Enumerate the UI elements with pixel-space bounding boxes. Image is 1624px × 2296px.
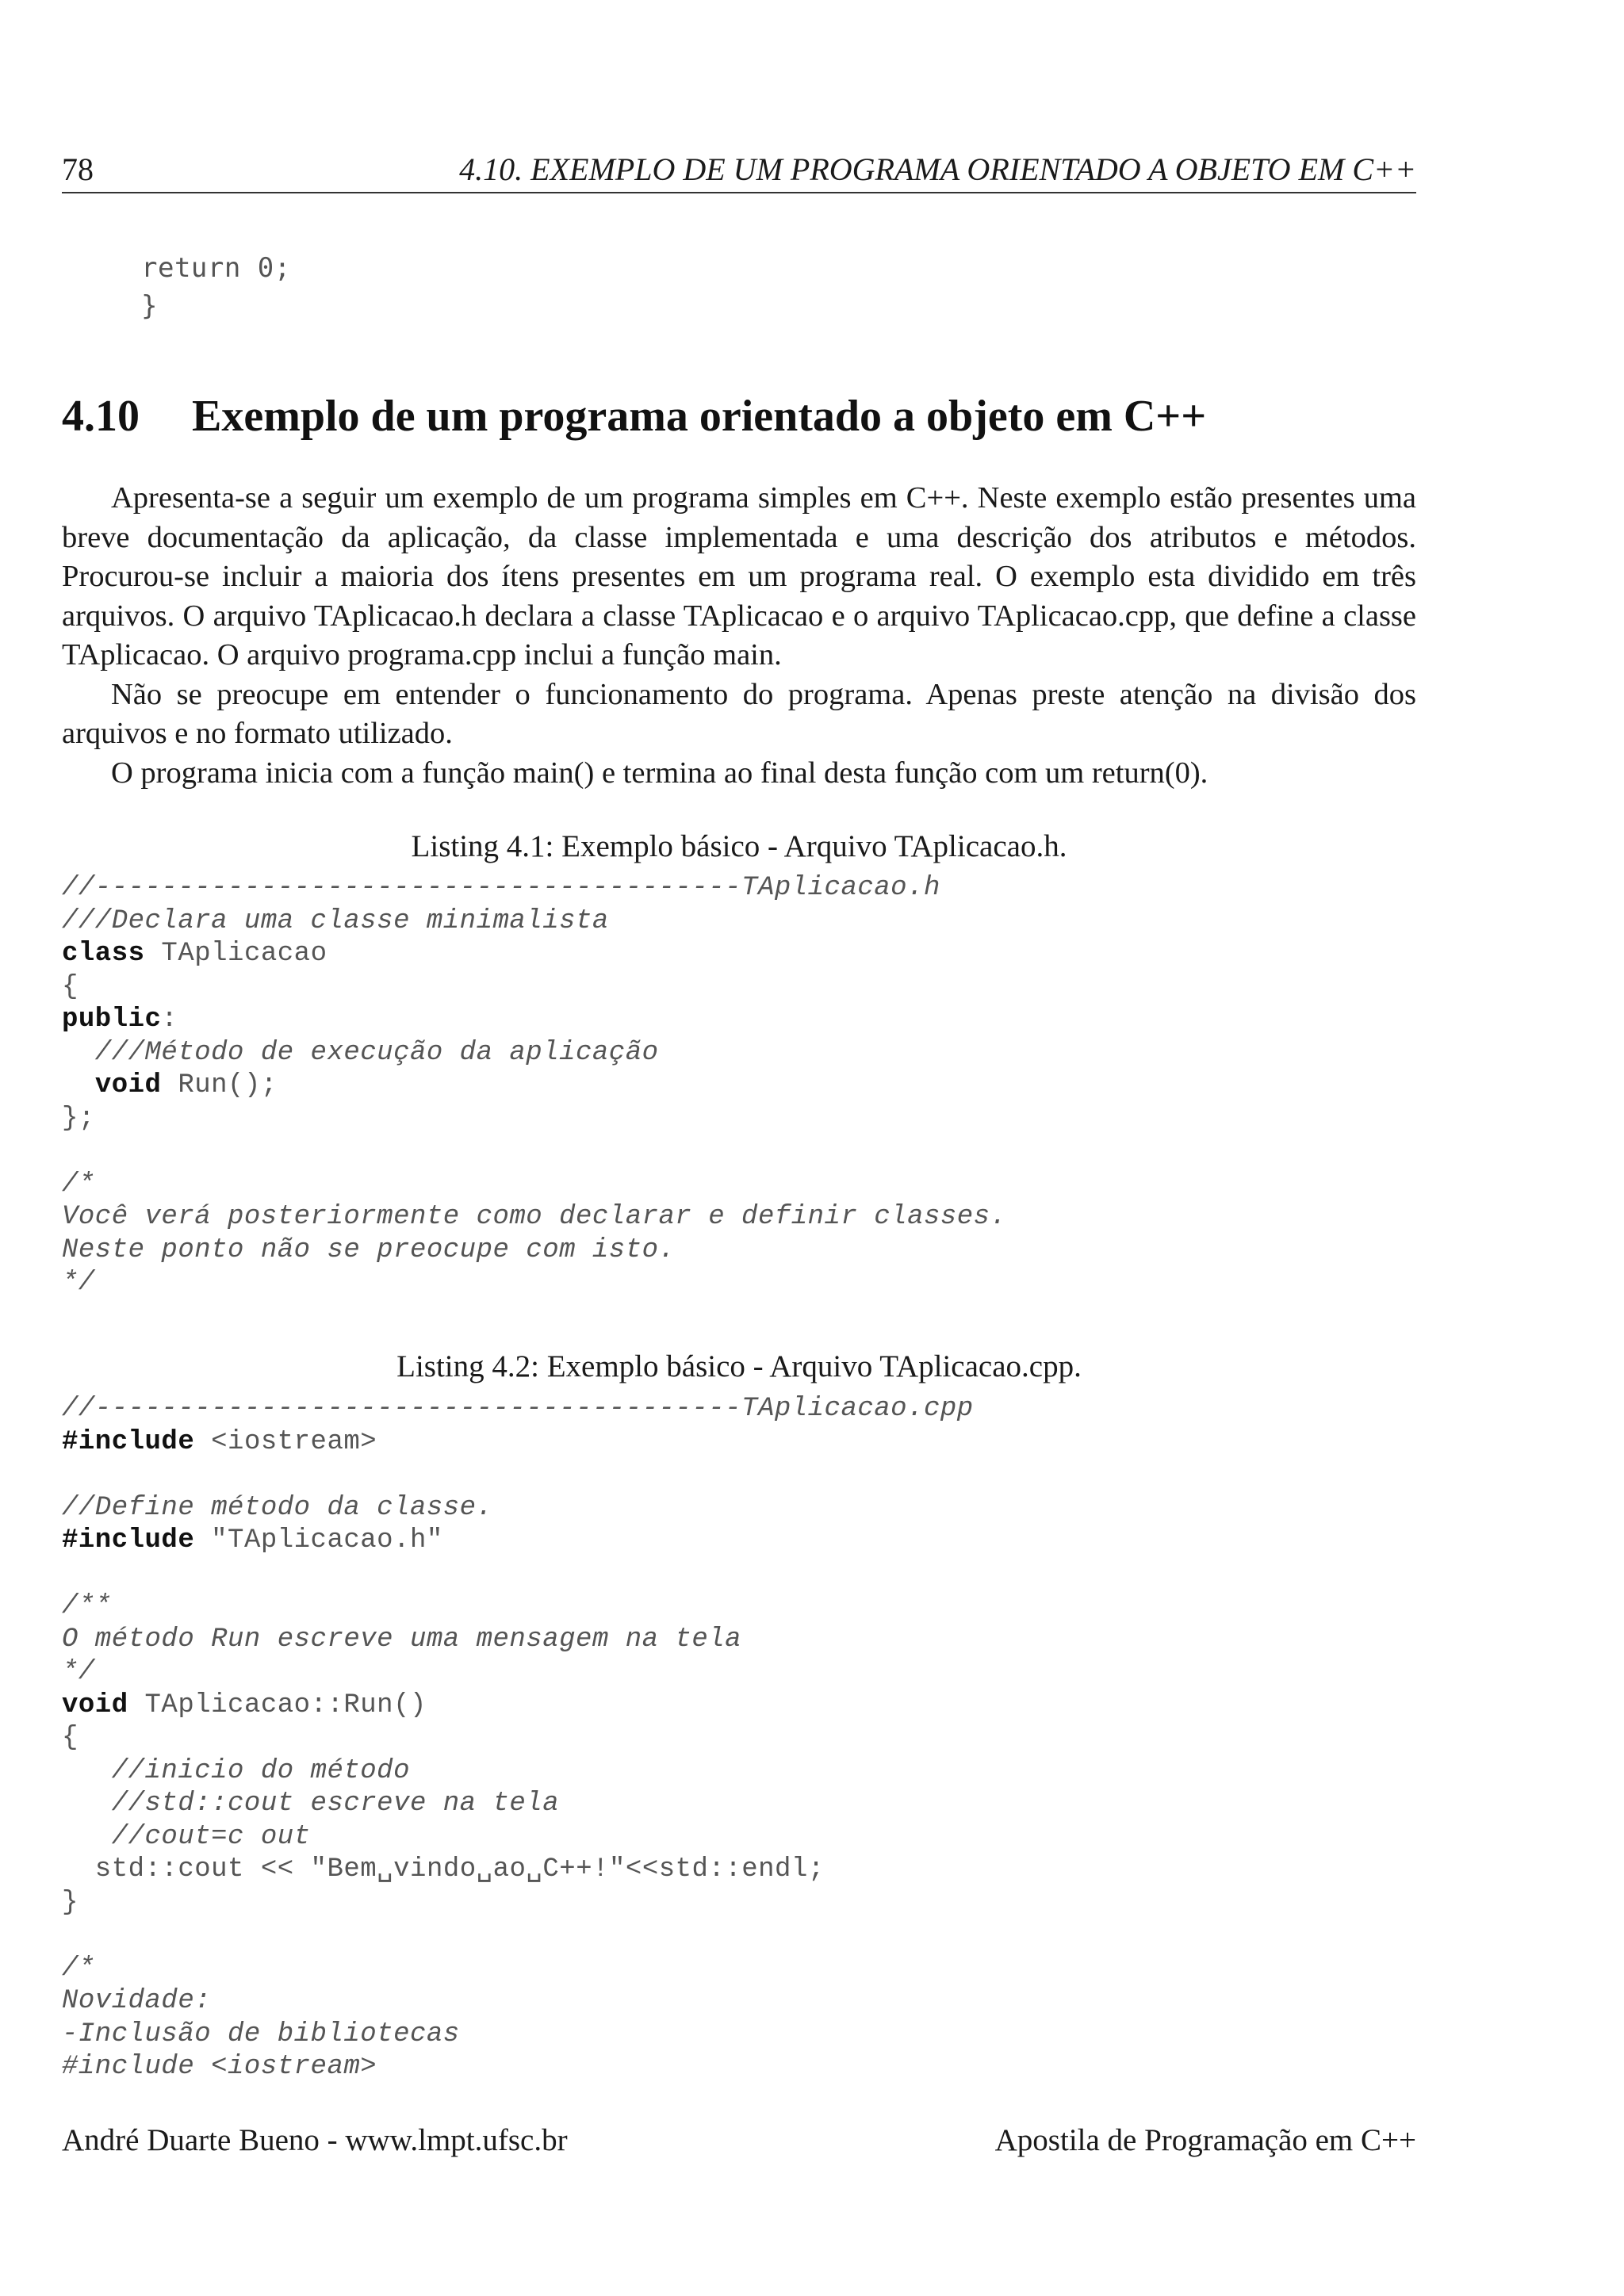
code-line: //Define método da classe.: [62, 1492, 493, 1523]
code-line: Neste ponto não se preocupe com isto.: [62, 1234, 676, 1265]
code-line: Novidade:: [62, 1986, 212, 2016]
code-line: */: [62, 1657, 95, 1687]
code-line: };: [62, 1103, 95, 1134]
code-line: #include <iostream>: [62, 2052, 377, 2082]
code-line: {: [62, 1723, 79, 1753]
code-line: [62, 1525, 1416, 1558]
paragraph: Não se preocupe em entender o funcionamento do programa. Apenas preste atenção na divisão dos arquivos e no formato utilizado.: [62, 677, 1416, 750]
section-number: 4.10: [62, 392, 140, 441]
code-token: TAplicacao: [144, 939, 327, 969]
code-line: [62, 1558, 1416, 1591]
code-keyword: void: [62, 1689, 128, 1720]
footer-book-title: Apostila de Programação em C++: [994, 2123, 1416, 2157]
page-number: 78: [62, 151, 94, 187]
code-line: /**: [62, 1591, 112, 1621]
code-line: [62, 1135, 1416, 1169]
code-line: [62, 1919, 1416, 1953]
body-text: [62, 479, 1416, 793]
code-line: /*: [62, 1169, 95, 1200]
code-line: //---------------------------------------TAplicacao.h: [62, 873, 940, 903]
code-listing-1: [62, 872, 1416, 1300]
code-token: "TAplicacao.h": [194, 1525, 443, 1556]
paragraph: O programa inicia com a função main() e termina ao final desta função com um return(0).: [111, 756, 1208, 790]
footer-author: André Duarte Bueno - www.lmpt.ufsc.br: [62, 2123, 568, 2157]
code-line: {: [62, 971, 79, 1002]
paragraph: Apresenta-se a seguir um exemplo de um programa simples em C++. Neste exemplo estão presentes uma breve documentação da aplicação, da classe implementada e uma descrição dos atributos e métodos. Procurou-se incluir a maioria dos ítens presentes em um programa real. O exemplo esta dividido em três arquivos. O arquivo TAplicacao.h declara a classe TAplicacao e o arquivo TAplicacao.cpp, que define a classe TAplicacao. O arquivo programa.cpp inclui a função main.: [62, 481, 1416, 672]
code-line: ///Declara uma classe minimalista: [62, 905, 609, 936]
code-line: Você verá posteriormente como declarar e definir classes.: [62, 1202, 1007, 1232]
code-keyword: void: [94, 1070, 162, 1100]
listing-caption-1: Listing 4.1: Exemplo básico - Arquivo TAplicacao.h.: [411, 829, 1067, 863]
code-line: [62, 1689, 1416, 1723]
listing-caption-2: Listing 4.2: Exemplo básico - Arquivo TAplicacao.cpp.: [396, 1349, 1082, 1383]
code-line: ///Método de execução da aplicação: [62, 1037, 659, 1068]
code-line: -Inclusão de bibliotecas: [62, 2019, 460, 2049]
code-keyword: class: [62, 939, 145, 969]
section-title: Exemplo de um programa orientado a objeto em C++: [192, 392, 1207, 441]
section-heading: [62, 388, 1206, 444]
code-keyword: #include: [62, 1525, 195, 1556]
code-fragment-top: [62, 249, 1416, 325]
code-keyword: public: [62, 1004, 162, 1035]
code-line: //cout=c out: [62, 1821, 311, 1852]
code-token: TAplicacao::Run(): [128, 1689, 427, 1720]
code-line: */: [62, 1268, 95, 1298]
code-line: std::cout << "Bem␣vindo␣ao␣C++!"<<std::endl;: [62, 1854, 825, 1885]
code-token: <iostream>: [194, 1426, 377, 1457]
code-token: [62, 1070, 95, 1100]
code-token: Run();: [161, 1070, 278, 1100]
code-line: [62, 1004, 1416, 1037]
code-line: [62, 1426, 1416, 1460]
code-line: /*: [62, 1953, 95, 1984]
code-line: return 0;: [141, 252, 291, 284]
code-listing-2: [62, 1393, 1416, 2084]
code-line: //inicio do método: [62, 1755, 410, 1786]
code-token: :: [161, 1004, 178, 1035]
code-line: }: [62, 1887, 79, 1918]
code-line: [62, 938, 1416, 971]
code-keyword: #include: [62, 1426, 195, 1457]
running-header: [62, 151, 1416, 193]
code-line: O método Run escreve uma mensagem na tela: [62, 1624, 742, 1655]
code-line: }: [141, 290, 158, 322]
code-line: //---------------------------------------TAplicacao.cpp: [62, 1394, 974, 1424]
code-line: [62, 1459, 1416, 1492]
running-title: 4.10. EXEMPLO DE UM PROGRAMA ORIENTADO A OBJETO EM C++: [459, 151, 1416, 187]
code-line: //std::cout escreve na tela: [62, 1789, 560, 1819]
code-line: [62, 1070, 1416, 1103]
